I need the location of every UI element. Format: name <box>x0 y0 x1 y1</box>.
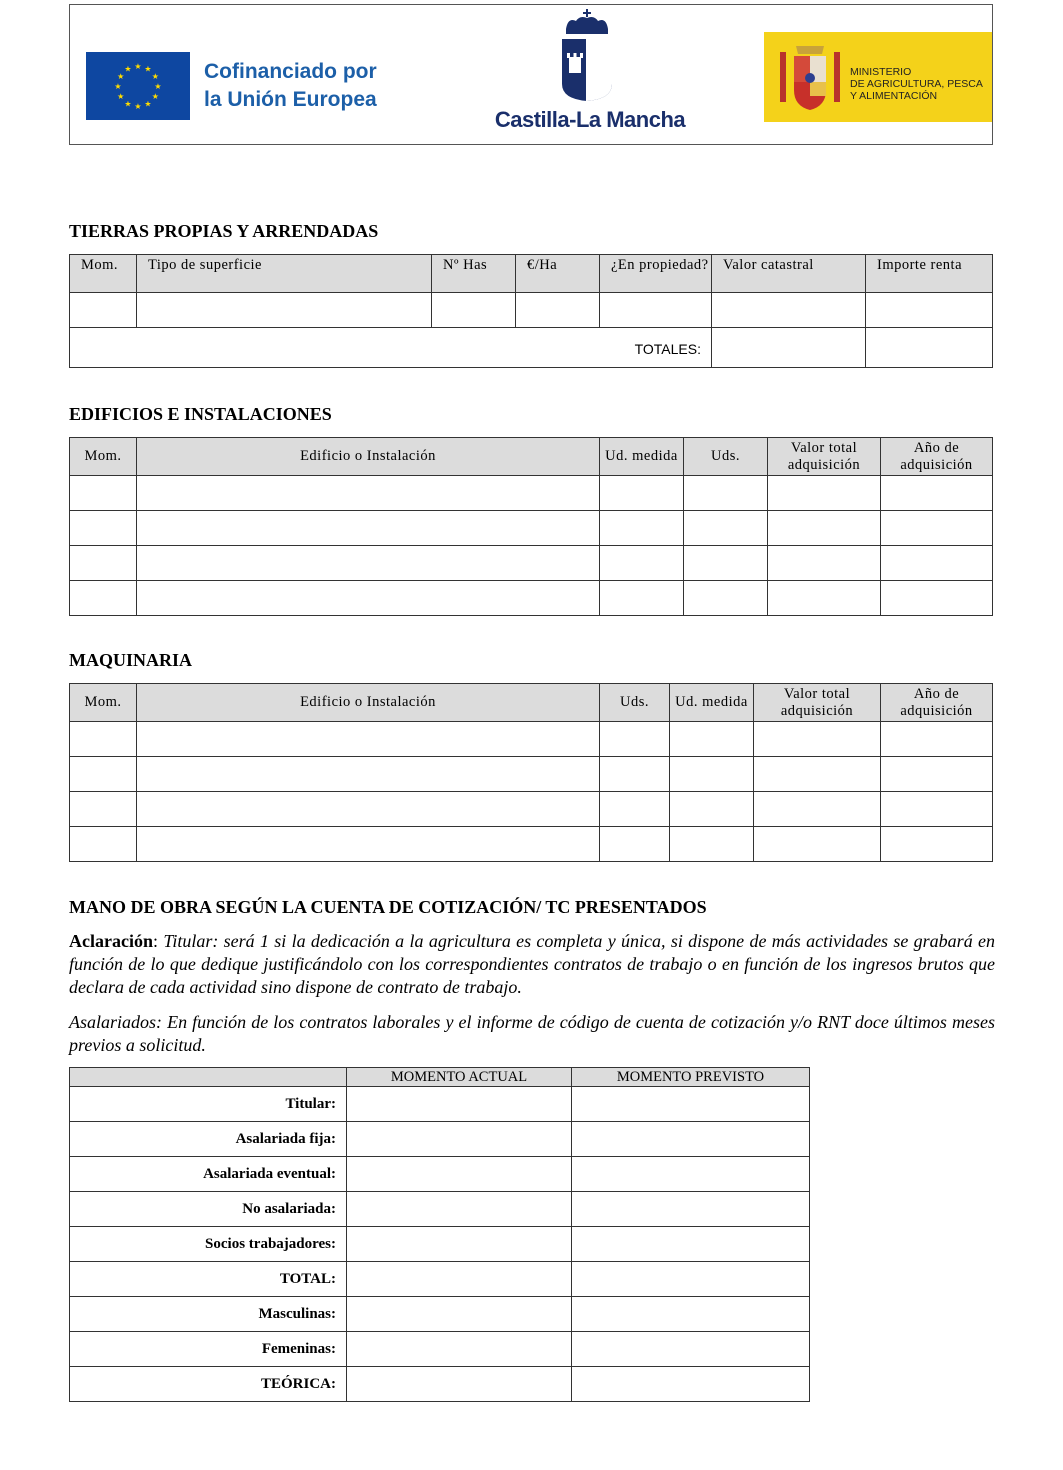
table-cell[interactable] <box>347 1297 572 1332</box>
header-logos <box>69 4 993 145</box>
table-cell[interactable] <box>881 581 993 616</box>
ministry-logo <box>764 32 992 122</box>
tierras-table <box>69 254 993 368</box>
clm-shield-icon <box>490 9 690 104</box>
col-header: Valor catastral <box>712 255 866 293</box>
col-header: €/Ha <box>516 255 600 293</box>
table-cell[interactable] <box>347 1157 572 1192</box>
edificios-table <box>69 437 993 616</box>
svg-text:★: ★ <box>124 64 132 74</box>
col-header-momento-previsto: MOMENTO PREVISTO <box>572 1068 810 1087</box>
table-cell[interactable] <box>600 757 670 792</box>
table-cell[interactable] <box>137 476 600 511</box>
table-cell[interactable] <box>881 476 993 511</box>
col-header: Uds. <box>600 684 670 722</box>
row-label: Socios trabajadores: <box>70 1227 347 1262</box>
table-cell[interactable] <box>137 546 600 581</box>
maquinaria-table <box>69 683 993 862</box>
col-header: Uds. <box>684 438 768 476</box>
table-cell[interactable] <box>572 1087 810 1122</box>
table-cell[interactable] <box>347 1262 572 1297</box>
table-cell[interactable] <box>137 581 600 616</box>
table-cell[interactable] <box>572 1157 810 1192</box>
row-label: Asalariada eventual: <box>70 1157 347 1192</box>
eu-cofinanciado-text: Cofinanciado por la Unión Europea <box>204 60 377 111</box>
table-cell[interactable] <box>754 827 881 862</box>
svg-text:★: ★ <box>151 72 159 81</box>
table-cell[interactable] <box>572 1192 810 1227</box>
col-header: Importe renta <box>866 255 993 293</box>
total-importe-renta[interactable] <box>866 328 993 368</box>
svg-text:★: ★ <box>124 99 132 109</box>
table-cell[interactable] <box>347 1367 572 1402</box>
row-label: No asalariada: <box>70 1192 347 1227</box>
col-header-momento-actual: MOMENTO ACTUAL <box>347 1068 572 1087</box>
table-cell[interactable] <box>572 1227 810 1262</box>
table-cell[interactable] <box>70 293 137 328</box>
table-cell[interactable] <box>684 476 768 511</box>
corner-header <box>70 1068 347 1087</box>
table-cell[interactable] <box>754 792 881 827</box>
table-cell[interactable] <box>347 1087 572 1122</box>
section-title-mano-obra: MANO DE OBRA SEGÚN LA CUENTA DE COTIZACIÓN/ TC PRESENTADOS <box>69 897 707 917</box>
table-cell[interactable] <box>712 293 866 328</box>
table-cell[interactable] <box>754 722 881 757</box>
row-label: TOTAL: <box>70 1262 347 1297</box>
col-header: Edificio o Instalación <box>137 684 600 722</box>
table-cell[interactable] <box>572 1122 810 1157</box>
clm-name-text: Castilla-La Mancha <box>494 107 686 132</box>
table-cell[interactable] <box>70 546 137 581</box>
table-cell[interactable] <box>347 1227 572 1262</box>
row-label: Femeninas: <box>70 1332 347 1367</box>
table-cell[interactable] <box>881 827 993 862</box>
row-label: Masculinas: <box>70 1297 347 1332</box>
col-header: Mom. <box>70 684 137 722</box>
table-cell[interactable] <box>754 757 881 792</box>
table-cell[interactable] <box>670 757 754 792</box>
table-cell[interactable] <box>137 792 600 827</box>
table-cell[interactable] <box>516 293 600 328</box>
coat-of-arms-icon <box>776 40 844 114</box>
table-cell[interactable] <box>670 792 754 827</box>
table-cell[interactable] <box>70 722 137 757</box>
svg-text:★: ★ <box>144 64 152 74</box>
table-cell[interactable] <box>600 476 684 511</box>
col-header: Ud. medida <box>600 438 684 476</box>
table-cell[interactable] <box>572 1297 810 1332</box>
col-header: Ud. medida <box>670 684 754 722</box>
col-header: Nº Has <box>432 255 516 293</box>
table-cell[interactable] <box>137 511 600 546</box>
table-cell[interactable] <box>600 827 670 862</box>
svg-text:★: ★ <box>151 92 159 101</box>
section-title-edificios: EDIFICIOS E INSTALACIONES <box>69 404 332 424</box>
table-cell[interactable] <box>600 511 684 546</box>
table-cell[interactable] <box>70 581 137 616</box>
section-title-maquinaria: MAQUINARIA <box>69 650 192 670</box>
table-cell[interactable] <box>600 792 670 827</box>
table-cell[interactable] <box>572 1332 810 1367</box>
table-cell[interactable] <box>70 476 137 511</box>
table-cell[interactable] <box>684 581 768 616</box>
table-cell[interactable] <box>881 757 993 792</box>
table-cell[interactable] <box>70 757 137 792</box>
table-cell[interactable] <box>881 792 993 827</box>
table-cell[interactable] <box>70 792 137 827</box>
col-header: Valor total adquisición <box>768 438 881 476</box>
col-header: Edificio o Instalación <box>137 438 600 476</box>
table-cell[interactable] <box>600 581 684 616</box>
aclaracion-label: Aclaración <box>69 931 153 951</box>
row-label: TEÓRICA: <box>70 1367 347 1402</box>
table-cell[interactable] <box>137 827 600 862</box>
table-cell[interactable] <box>768 476 881 511</box>
svg-text:★: ★ <box>144 99 152 109</box>
asalariados-paragraph <box>69 1011 995 1057</box>
col-header: ¿En propiedad? <box>600 255 712 293</box>
col-header: Año de adquisición <box>881 684 993 722</box>
table-cell[interactable] <box>866 293 993 328</box>
svg-text:★: ★ <box>117 72 125 81</box>
col-header: Tipo de superficie <box>137 255 432 293</box>
table-cell[interactable] <box>684 546 768 581</box>
table-cell[interactable] <box>881 511 993 546</box>
col-header: Valor total adquisición <box>754 684 881 722</box>
total-valor-catastral[interactable] <box>712 328 866 368</box>
aclaracion-paragraph: Aclaración: Titular: será 1 si la dedicación a la agricultura es completa y única, si dispone de más actividades se grabará en función de lo que dedique justificándolo con los correspondientes contratos de trabajo o en función de los ingresos brutos que declara de cada actividad sino dispone de contrato de trabajo. <box>69 931 995 997</box>
table-cell[interactable] <box>572 1367 810 1402</box>
table-cell[interactable] <box>432 293 516 328</box>
table-cell[interactable] <box>600 293 712 328</box>
table-cell[interactable] <box>137 757 600 792</box>
table-cell[interactable] <box>881 722 993 757</box>
eu-flag-icon <box>86 52 190 120</box>
asalariados-text: Asalariados: En función de los contratos laborales y el informe de código de cuenta de cotización y/o RNT doce últimos meses previos a solicitud. <box>69 1012 995 1055</box>
table-cell[interactable] <box>347 1192 572 1227</box>
table-cell[interactable] <box>137 722 600 757</box>
table-cell[interactable] <box>768 546 881 581</box>
svg-text:★: ★ <box>134 62 142 71</box>
castilla-la-mancha-logo <box>490 9 690 139</box>
svg-text:★: ★ <box>114 82 122 91</box>
svg-text:★: ★ <box>154 82 162 91</box>
ministry-name: MINISTERIO DE AGRICULTURA, PESCA Y ALIMENTACIÓN <box>850 66 983 102</box>
table-cell[interactable] <box>572 1262 810 1297</box>
col-header: Mom. <box>70 255 137 293</box>
col-header: Año de adquisición <box>881 438 993 476</box>
svg-text:★: ★ <box>134 102 142 111</box>
table-cell[interactable] <box>768 511 881 546</box>
aclaracion-text: Titular: será 1 si la dedicación a la agricultura es completa y única, si dispone de más actividades se grabará en función de lo que dedique justificándolo con los correspondientes contratos de trabajo o en función de los ingresos brutos que declara de cada actividad sino dispone de contrato de trabajo. <box>69 931 995 997</box>
table-cell[interactable] <box>670 827 754 862</box>
table-cell[interactable] <box>881 546 993 581</box>
row-label: Asalariada fija: <box>70 1122 347 1157</box>
mano-obra-table <box>69 1067 810 1402</box>
col-header: Mom. <box>70 438 137 476</box>
totals-label: TOTALES: <box>70 328 712 368</box>
table-cell[interactable] <box>70 827 137 862</box>
table-cell[interactable] <box>70 511 137 546</box>
table-cell[interactable] <box>137 293 432 328</box>
table-cell[interactable] <box>768 581 881 616</box>
table-cell[interactable] <box>347 1122 572 1157</box>
table-cell[interactable] <box>347 1332 572 1367</box>
table-cell[interactable] <box>600 722 670 757</box>
table-cell[interactable] <box>684 511 768 546</box>
svg-text:★: ★ <box>117 92 125 101</box>
section-title-tierras: TIERRAS PROPIAS Y ARRENDADAS <box>69 221 379 241</box>
table-cell[interactable] <box>600 546 684 581</box>
table-cell[interactable] <box>670 722 754 757</box>
row-label: Titular: <box>70 1087 347 1122</box>
